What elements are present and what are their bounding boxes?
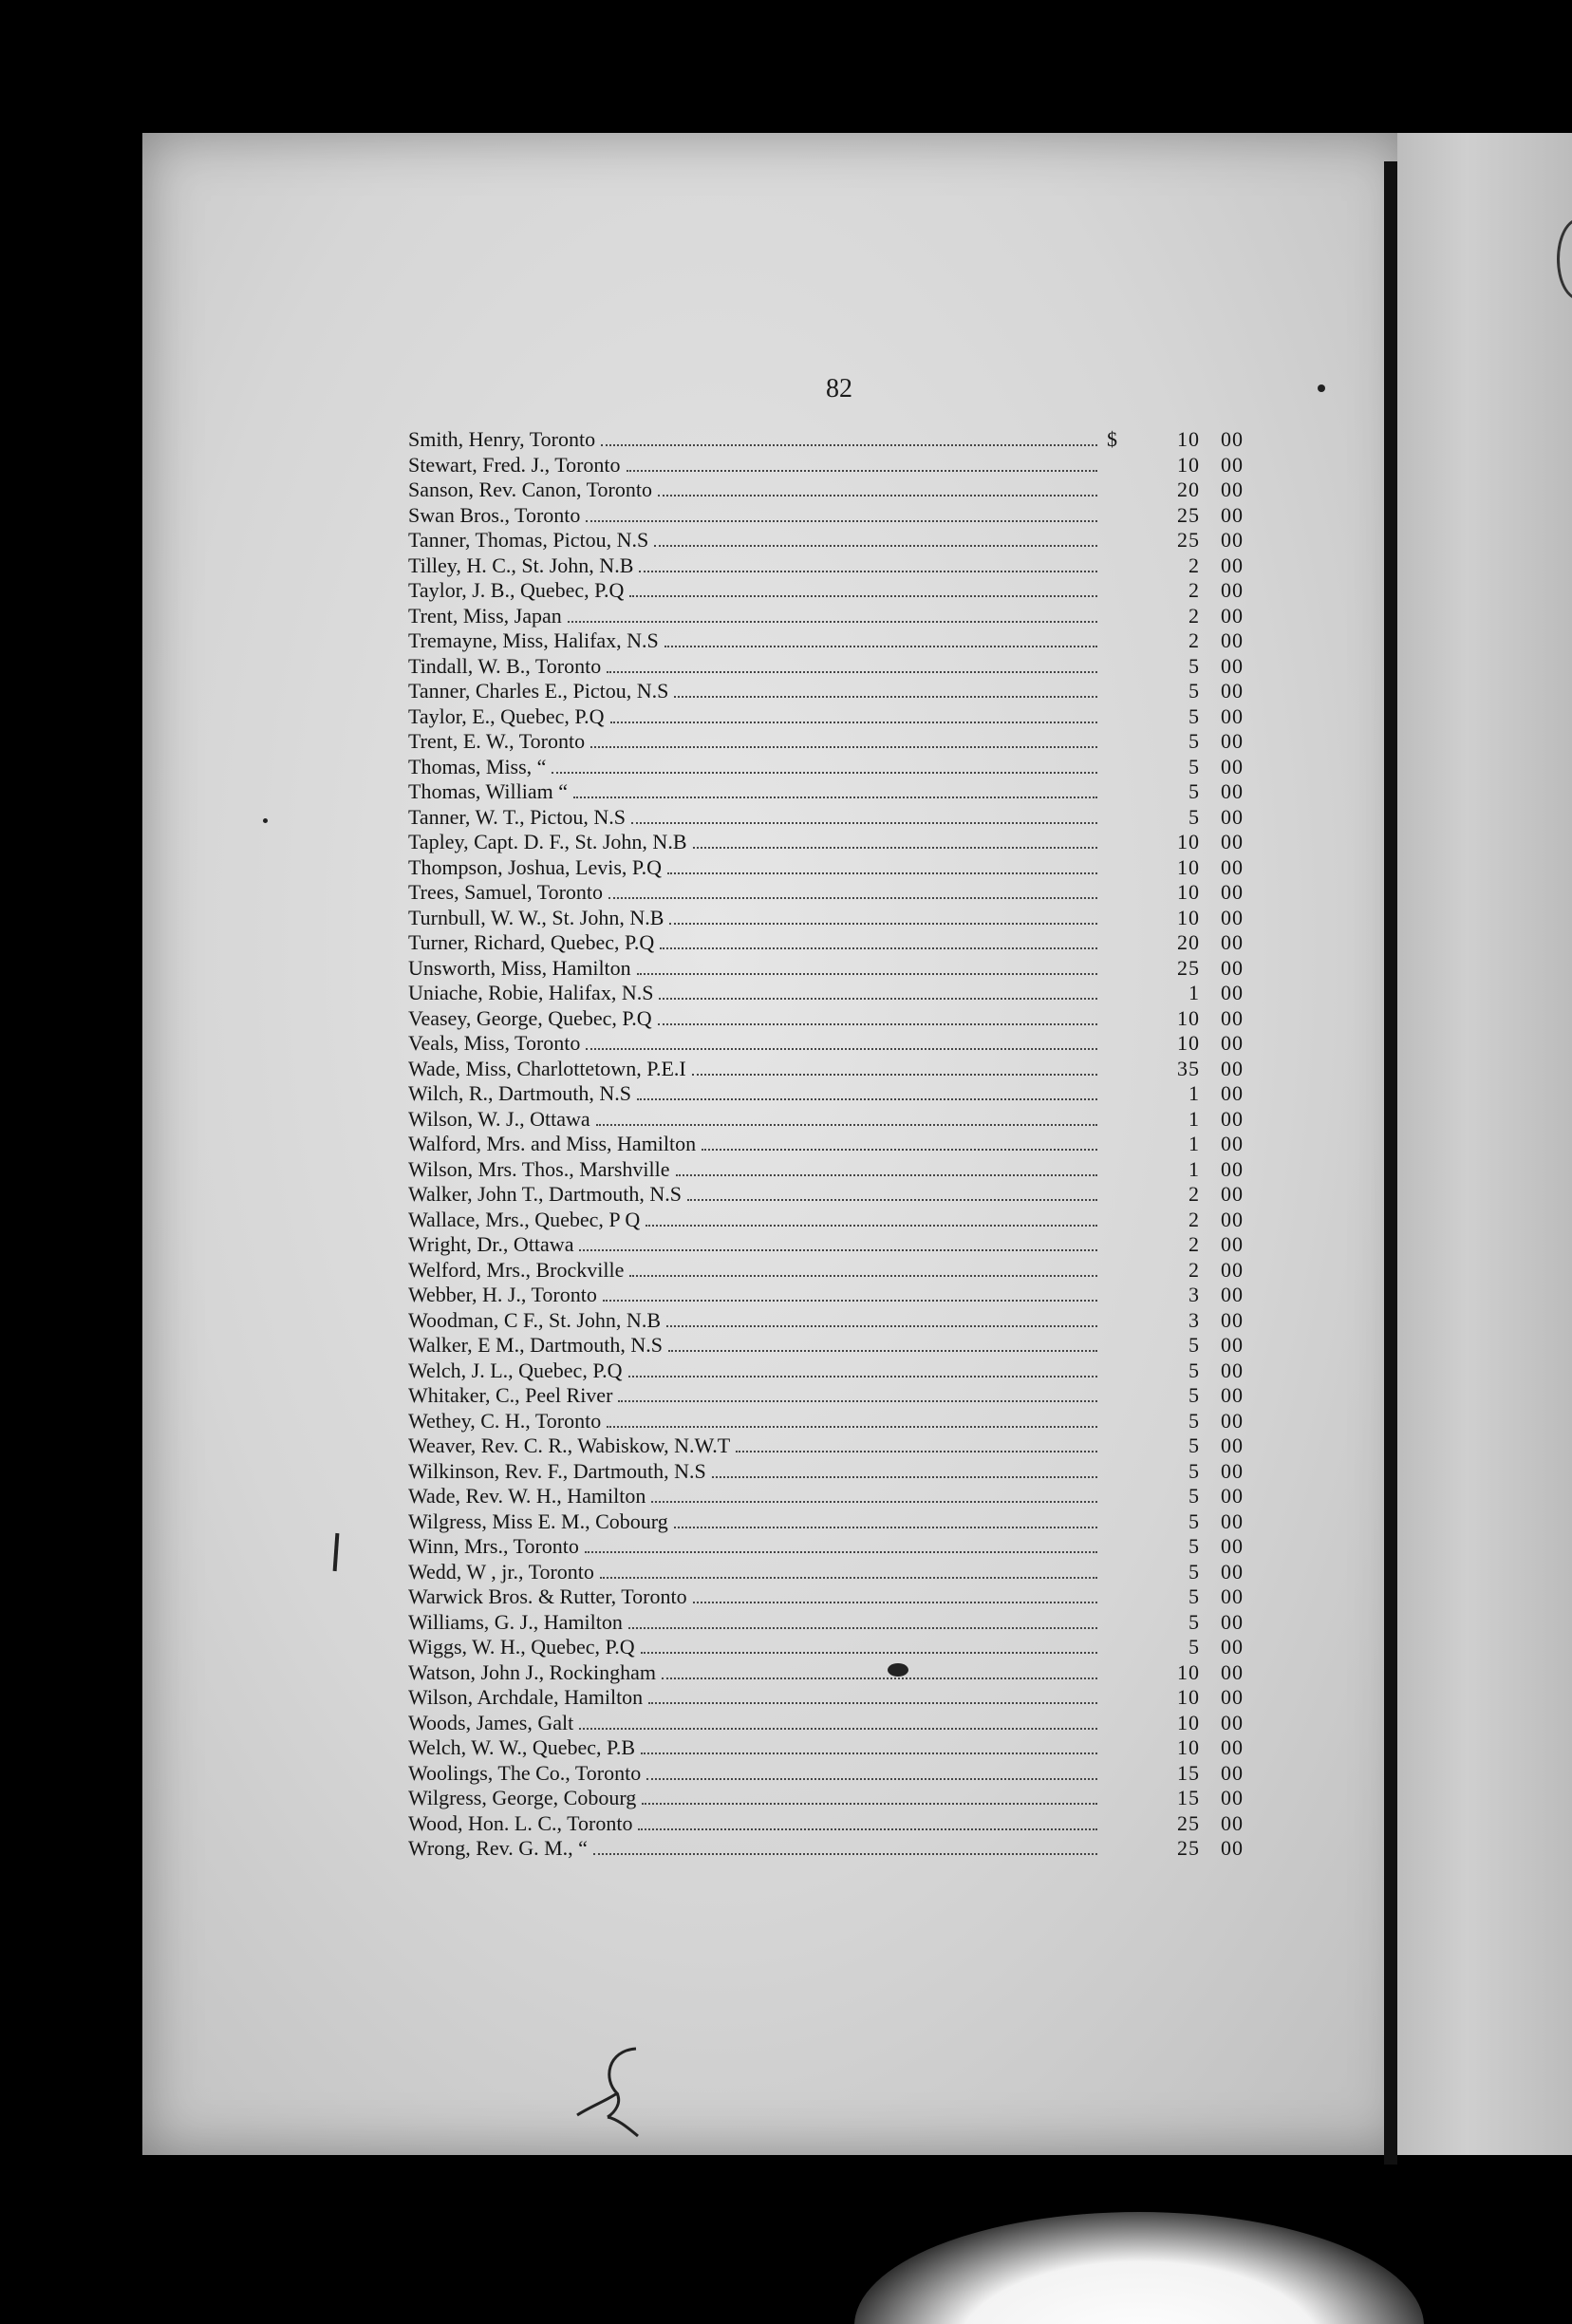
subscriber-name: Thomas, Miss, “ — [408, 754, 547, 778]
amount-cents: 00 — [1221, 603, 1244, 628]
list-item — [408, 729, 1244, 755]
list-item — [408, 1761, 1244, 1787]
list-item — [408, 604, 1244, 629]
dot-leader — [659, 998, 1097, 1000]
amount-dollars: 5 — [1188, 1509, 1200, 1533]
amount-dollars: 5 — [1188, 1609, 1200, 1634]
dot-leader — [651, 1501, 1097, 1503]
amount-cents: 00 — [1221, 1132, 1244, 1155]
dot-leader — [676, 1174, 1097, 1176]
list-item — [408, 1333, 1244, 1359]
dot-leader — [586, 520, 1097, 522]
subscriber-name: Uniache, Robie, Halifax, N.S — [408, 981, 654, 1004]
amount-cents: 00 — [1221, 1333, 1244, 1357]
amount-cents: 00 — [1221, 703, 1244, 728]
amount-cents: 00 — [1221, 1584, 1244, 1608]
list-item — [408, 1258, 1244, 1284]
amount-cents: 00 — [1221, 1509, 1244, 1533]
list-item — [408, 1811, 1244, 1837]
amount-dollars: 5 — [1188, 1333, 1200, 1357]
list-item — [408, 553, 1244, 579]
list-item — [408, 1786, 1244, 1811]
dot-leader — [568, 621, 1097, 623]
amount-dollars: 5 — [1188, 1434, 1200, 1457]
subscriber-name: Tanner, Charles E., Pictou, N.S — [408, 679, 669, 703]
amount-dollars: 25 — [1177, 1810, 1200, 1835]
amount-dollars: 3 — [1188, 1283, 1200, 1306]
amount-cents: 00 — [1221, 1182, 1244, 1206]
amount-dollars: 5 — [1188, 729, 1200, 753]
amount-cents: 00 — [1221, 1408, 1244, 1433]
subscriber-name: Welch, J. L., Quebec, P.Q — [408, 1358, 623, 1382]
amount-dollars: 10 — [1177, 854, 1200, 879]
subscriber-name: Wallace, Mrs., Quebec, P Q — [408, 1207, 641, 1231]
list-item — [408, 503, 1244, 529]
subscriber-name: Wrong, Rev. G. M., “ — [408, 1836, 588, 1860]
amount-dollars: 5 — [1188, 1584, 1200, 1608]
amount-cents: 00 — [1221, 502, 1244, 527]
list-item — [408, 1308, 1244, 1334]
subscriber-name: Walker, John T., Dartmouth, N.S — [408, 1182, 682, 1206]
list-item — [408, 880, 1244, 906]
amount-dollars: 5 — [1188, 703, 1200, 728]
subscriber-name: Wright, Dr., Ottawa — [408, 1232, 574, 1256]
dot-leader — [628, 1627, 1097, 1629]
amount-cents: 00 — [1221, 930, 1244, 954]
list-item — [408, 1132, 1244, 1157]
amount-dollars: 3 — [1188, 1307, 1200, 1332]
dot-leader — [674, 696, 1097, 698]
amount-dollars: 1 — [1188, 1156, 1200, 1181]
amount-cents: 00 — [1221, 553, 1244, 577]
amount-dollars: 10 — [1177, 880, 1200, 904]
dot-leader — [629, 1275, 1097, 1277]
amount-dollars: 1 — [1188, 1106, 1200, 1131]
amount-cents: 00 — [1221, 1156, 1244, 1181]
subscriber-name: Unsworth, Miss, Hamilton — [408, 955, 631, 980]
amount-cents: 00 — [1221, 1307, 1244, 1332]
amount-dollars: 2 — [1188, 553, 1200, 577]
amount-dollars: 1 — [1188, 1081, 1200, 1105]
list-item — [408, 1685, 1244, 1711]
subscriber-name: Woodman, C F., St. John, N.B — [408, 1307, 661, 1332]
amount-dollars: 5 — [1188, 1383, 1200, 1407]
subscriber-name: Wilson, Archdale, Hamilton — [408, 1685, 644, 1709]
subscriber-name: Welch, W. W., Quebec, P.B — [408, 1735, 635, 1759]
dot-leader — [629, 595, 1097, 597]
ink-speck — [888, 1663, 908, 1677]
page-number: 82 — [826, 374, 852, 403]
amount-dollars: 5 — [1188, 1358, 1200, 1382]
amount-cents: 00 — [1221, 754, 1244, 778]
dot-leader — [648, 1702, 1097, 1704]
subscriber-name: Thompson, Joshua, Levis, P.Q — [408, 854, 663, 879]
dot-leader — [638, 1828, 1097, 1830]
amount-cents: 00 — [1221, 729, 1244, 753]
amount-dollars: 5 — [1188, 653, 1200, 678]
amount-cents: 00 — [1221, 830, 1244, 853]
dot-leader — [600, 1577, 1097, 1579]
list-item — [408, 779, 1244, 805]
subscriber-name: Wade, Rev. W. H., Hamilton — [408, 1484, 646, 1508]
amount-dollars: 2 — [1188, 603, 1200, 628]
subscriber-name: Winn, Mrs., Toronto — [408, 1534, 579, 1558]
dot-leader — [658, 495, 1097, 497]
amount-dollars: 1 — [1188, 981, 1200, 1004]
subscriber-name: Wilson, Mrs. Thos., Marshville — [408, 1156, 670, 1181]
subscriber-name: Tindall, W. B., Toronto — [408, 653, 602, 678]
amount-cents: 00 — [1221, 679, 1244, 703]
dot-leader — [596, 1124, 1097, 1126]
dot-leader — [664, 646, 1097, 647]
subscriber-name: Wade, Miss, Charlottetown, P.E.I — [408, 1056, 686, 1080]
dot-leader — [693, 1602, 1097, 1603]
dot-leader — [590, 746, 1097, 748]
list-item — [408, 1635, 1244, 1660]
amount-dollars: 10 — [1177, 1005, 1200, 1030]
list-item — [408, 1711, 1244, 1736]
amount-dollars: 10 — [1177, 1710, 1200, 1734]
subscriber-name: Woods, James, Galt — [408, 1710, 574, 1734]
dot-leader — [660, 947, 1097, 949]
dot-leader — [639, 571, 1097, 572]
dot-leader — [658, 1023, 1097, 1025]
amount-dollars: 2 — [1188, 628, 1200, 652]
list-item — [408, 1057, 1244, 1082]
amount-cents: 00 — [1221, 1836, 1244, 1860]
list-item — [408, 1560, 1244, 1585]
amount-cents: 00 — [1221, 1358, 1244, 1382]
amount-dollars: 15 — [1177, 1760, 1200, 1785]
list-item — [408, 1359, 1244, 1384]
currency-symbol: $ — [1107, 427, 1117, 451]
amount-cents: 00 — [1221, 955, 1244, 980]
amount-dollars: 5 — [1188, 1484, 1200, 1508]
amount-dollars: 35 — [1177, 1056, 1200, 1080]
subscriber-name: Wilgress, Miss E. M., Cobourg — [408, 1509, 668, 1533]
amount-dollars: 10 — [1177, 830, 1200, 853]
subscriber-name: Veasey, George, Quebec, P.Q — [408, 1005, 652, 1030]
amount-cents: 00 — [1221, 1710, 1244, 1734]
list-item — [408, 1509, 1244, 1535]
amount-cents: 00 — [1221, 1810, 1244, 1835]
subscriber-name: Trees, Samuel, Toronto — [408, 880, 604, 904]
amount-dollars: 2 — [1188, 1232, 1200, 1256]
amount-dollars: 5 — [1188, 1635, 1200, 1659]
subscriber-name: Wilch, R., Dartmouth, N.S — [408, 1081, 631, 1105]
amount-cents: 00 — [1221, 981, 1244, 1004]
dot-leader — [641, 1652, 1097, 1654]
amount-dollars: 2 — [1188, 1257, 1200, 1282]
book-spine-shadow — [1384, 161, 1397, 2165]
list-item — [408, 427, 1244, 453]
list-item — [408, 1208, 1244, 1233]
amount-cents: 00 — [1221, 427, 1244, 451]
dot-leader — [573, 797, 1097, 798]
dot-leader — [666, 1325, 1097, 1327]
amount-dollars: 10 — [1177, 1659, 1200, 1684]
list-item — [408, 1484, 1244, 1509]
subscriber-name: Trent, Miss, Japan — [408, 603, 562, 628]
amount-cents: 00 — [1221, 880, 1244, 904]
list-item — [408, 1459, 1244, 1485]
amount-cents: 00 — [1221, 1207, 1244, 1231]
dot-leader — [607, 1426, 1097, 1428]
amount-cents: 00 — [1221, 905, 1244, 929]
amount-cents: 00 — [1221, 578, 1244, 602]
amount-cents: 00 — [1221, 1760, 1244, 1785]
subscriber-name: Walker, E M., Dartmouth, N.S — [408, 1333, 664, 1357]
dot-leader — [637, 973, 1097, 975]
dot-leader — [642, 1803, 1097, 1805]
amount-dollars: 25 — [1177, 1836, 1200, 1860]
subscriber-name: Turnbull, W. W., St. John, N.B — [408, 905, 664, 929]
subscriber-name: Swan Bros., Toronto — [408, 502, 581, 527]
subscriber-name: Whitaker, C., Peel River — [408, 1383, 613, 1407]
amount-dollars: 20 — [1177, 478, 1200, 501]
amount-cents: 00 — [1221, 1106, 1244, 1131]
amount-cents: 00 — [1221, 628, 1244, 652]
amount-dollars: 2 — [1188, 578, 1200, 602]
dot-leader — [674, 1527, 1097, 1528]
subscriber-name: Taylor, E., Quebec, P.Q — [408, 703, 605, 728]
list-item — [408, 1232, 1244, 1258]
amount-cents: 00 — [1221, 1031, 1244, 1055]
subscriber-name: Walford, Mrs. and Miss, Hamilton — [408, 1132, 697, 1155]
amount-cents: 00 — [1221, 1232, 1244, 1256]
dot-leader — [610, 722, 1097, 723]
dot-leader — [608, 897, 1097, 899]
amount-cents: 00 — [1221, 1559, 1244, 1584]
amount-cents: 00 — [1221, 528, 1244, 552]
dot-leader — [687, 1199, 1097, 1201]
list-item — [408, 1610, 1244, 1636]
subscriber-name: Wethey, C. H., Toronto — [408, 1408, 602, 1433]
dot-leader — [628, 1376, 1097, 1378]
dot-leader — [712, 1476, 1097, 1478]
list-item — [408, 830, 1244, 855]
list-item — [408, 1081, 1244, 1107]
amount-cents: 00 — [1221, 1383, 1244, 1407]
list-item — [408, 805, 1244, 831]
amount-cents: 00 — [1221, 653, 1244, 678]
amount-dollars: 5 — [1188, 754, 1200, 778]
list-item — [408, 1383, 1244, 1409]
ink-speck — [263, 818, 268, 823]
list-item — [408, 1157, 1244, 1183]
amount-dollars: 25 — [1177, 528, 1200, 552]
subscriber-name: Thomas, William “ — [408, 779, 568, 803]
amount-cents: 00 — [1221, 1735, 1244, 1759]
dot-leader — [646, 1225, 1097, 1227]
amount-dollars: 10 — [1177, 1685, 1200, 1709]
dot-leader — [593, 1853, 1097, 1855]
list-item — [408, 1836, 1244, 1862]
amount-dollars: 5 — [1188, 1559, 1200, 1584]
ink-speck — [1318, 384, 1325, 392]
dot-leader — [607, 671, 1097, 673]
amount-cents: 00 — [1221, 1659, 1244, 1684]
list-item — [408, 930, 1244, 956]
subscriber-name: Tremayne, Miss, Halifax, N.S — [408, 628, 659, 652]
subscriber-name: Tapley, Capt. D. F., St. John, N.B — [408, 830, 687, 853]
amount-dollars: 10 — [1177, 905, 1200, 929]
amount-cents: 00 — [1221, 1081, 1244, 1105]
list-item — [408, 1006, 1244, 1032]
subscriber-name: Warwick Bros. & Rutter, Toronto — [408, 1584, 687, 1608]
dot-leader — [579, 1249, 1097, 1251]
subscription-list — [408, 427, 1244, 1862]
amount-dollars: 10 — [1177, 452, 1200, 477]
subscriber-name: Tanner, W. T., Pictou, N.S — [408, 804, 626, 829]
list-item — [408, 453, 1244, 478]
subscriber-name: Tanner, Thomas, Pictou, N.S — [408, 528, 649, 552]
dot-leader — [736, 1451, 1097, 1452]
dot-leader — [631, 822, 1097, 824]
amount-dollars: 10 — [1177, 1735, 1200, 1759]
amount-cents: 00 — [1221, 478, 1244, 501]
amount-cents: 00 — [1221, 1786, 1244, 1809]
dot-leader — [579, 1728, 1097, 1730]
list-item — [408, 1584, 1244, 1610]
amount-dollars: 15 — [1177, 1786, 1200, 1809]
subscriber-name: Smith, Henry, Toronto — [408, 427, 596, 451]
list-item — [408, 1735, 1244, 1761]
list-item — [408, 755, 1244, 780]
dot-leader — [646, 1778, 1097, 1780]
dot-leader — [603, 1300, 1097, 1302]
subscriber-name: Stewart, Fred. J., Toronto — [408, 452, 621, 477]
list-item — [408, 981, 1244, 1006]
list-item — [408, 628, 1244, 654]
amount-dollars: 5 — [1188, 779, 1200, 803]
list-item — [408, 478, 1244, 503]
subscriber-name: Wiggs, W. H., Quebec, P.Q — [408, 1635, 635, 1659]
subscriber-name: Wilgress, George, Cobourg — [408, 1786, 637, 1809]
list-item — [408, 1107, 1244, 1133]
amount-cents: 00 — [1221, 1056, 1244, 1080]
list-item — [408, 578, 1244, 604]
subscriber-name: Wood, Hon. L. C., Toronto — [408, 1810, 633, 1835]
amount-dollars: 5 — [1188, 804, 1200, 829]
subscriber-name: Watson, John J., Rockingham — [408, 1659, 656, 1684]
dot-leader — [637, 1098, 1097, 1100]
amount-cents: 00 — [1221, 854, 1244, 879]
light-glare — [854, 2212, 1424, 2324]
amount-dollars: 2 — [1188, 1182, 1200, 1206]
dot-leader — [702, 1149, 1097, 1151]
dot-leader — [627, 470, 1097, 472]
subscriber-name: Turner, Richard, Quebec, P.Q — [408, 930, 655, 954]
adjacent-page-edge — [1397, 133, 1572, 2155]
subscriber-name: Sanson, Rev. Canon, Toronto — [408, 478, 652, 501]
amount-cents: 00 — [1221, 452, 1244, 477]
list-item — [408, 1182, 1244, 1208]
dot-leader — [662, 1677, 1097, 1679]
amount-cents: 00 — [1221, 1458, 1244, 1483]
amount-cents: 00 — [1221, 1685, 1244, 1709]
dot-leader — [618, 1400, 1097, 1402]
dot-leader — [667, 872, 1097, 874]
amount-dollars: 5 — [1188, 1408, 1200, 1433]
subscriber-name: Weaver, Rev. C. R., Wabiskow, N.W.T — [408, 1434, 731, 1457]
amount-cents: 00 — [1221, 779, 1244, 803]
amount-dollars: 25 — [1177, 502, 1200, 527]
pen-scribble — [570, 2041, 655, 2146]
list-item — [408, 1434, 1244, 1459]
dot-leader — [641, 1752, 1097, 1754]
list-item — [408, 528, 1244, 553]
dot-leader — [669, 923, 1097, 925]
subscriber-name: Trent, E. W., Toronto — [408, 729, 586, 753]
subscriber-name: Williams, G. J., Hamilton — [408, 1609, 623, 1634]
list-item — [408, 1283, 1244, 1308]
dot-leader — [585, 1551, 1097, 1553]
amount-dollars: 5 — [1188, 679, 1200, 703]
amount-cents: 00 — [1221, 1257, 1244, 1282]
subscriber-name: Tilley, H. C., St. John, N.B — [408, 553, 634, 577]
subscriber-name: Veals, Miss, Toronto — [408, 1031, 581, 1055]
amount-cents: 00 — [1221, 804, 1244, 829]
amount-dollars: 2 — [1188, 1207, 1200, 1231]
amount-cents: 00 — [1221, 1534, 1244, 1558]
amount-cents: 00 — [1221, 1283, 1244, 1306]
dot-leader — [601, 444, 1097, 446]
amount-dollars: 10 — [1177, 1031, 1200, 1055]
subscriber-name: Wilkinson, Rev. F., Dartmouth, N.S — [408, 1458, 706, 1483]
dot-leader — [692, 1074, 1097, 1076]
amount-dollars: 5 — [1188, 1534, 1200, 1558]
amount-cents: 00 — [1221, 1635, 1244, 1659]
subscriber-name: Woolings, The Co., Toronto — [408, 1760, 642, 1785]
amount-dollars: 25 — [1177, 955, 1200, 980]
amount-cents: 00 — [1221, 1434, 1244, 1457]
amount-cents: 00 — [1221, 1484, 1244, 1508]
subscriber-name: Wilson, W. J., Ottawa — [408, 1106, 590, 1131]
list-item — [408, 704, 1244, 730]
subscriber-name: Taylor, J. B., Quebec, P.Q — [408, 578, 625, 602]
dot-leader — [668, 1350, 1097, 1352]
amount-dollars: 10 — [1177, 427, 1200, 451]
list-item — [408, 654, 1244, 680]
subscriber-name: Webber, H. J., Toronto — [408, 1283, 597, 1306]
amount-cents: 00 — [1221, 1005, 1244, 1030]
amount-dollars: 5 — [1188, 1458, 1200, 1483]
list-item — [408, 679, 1244, 704]
dot-leader — [586, 1048, 1097, 1050]
amount-cents: 00 — [1221, 1609, 1244, 1634]
dot-leader — [654, 545, 1097, 547]
subscriber-name: Wedd, W , jr., Toronto — [408, 1559, 594, 1584]
list-item — [408, 1534, 1244, 1560]
list-item — [408, 1660, 1244, 1686]
list-item — [408, 1031, 1244, 1057]
amount-dollars: 1 — [1188, 1132, 1200, 1155]
dot-leader — [552, 772, 1097, 774]
list-item — [408, 906, 1244, 931]
list-item — [408, 956, 1244, 982]
list-item — [408, 1409, 1244, 1434]
subscriber-name: Welford, Mrs., Brockville — [408, 1257, 625, 1282]
list-item — [408, 855, 1244, 881]
dot-leader — [693, 847, 1098, 849]
amount-dollars: 20 — [1177, 930, 1200, 954]
